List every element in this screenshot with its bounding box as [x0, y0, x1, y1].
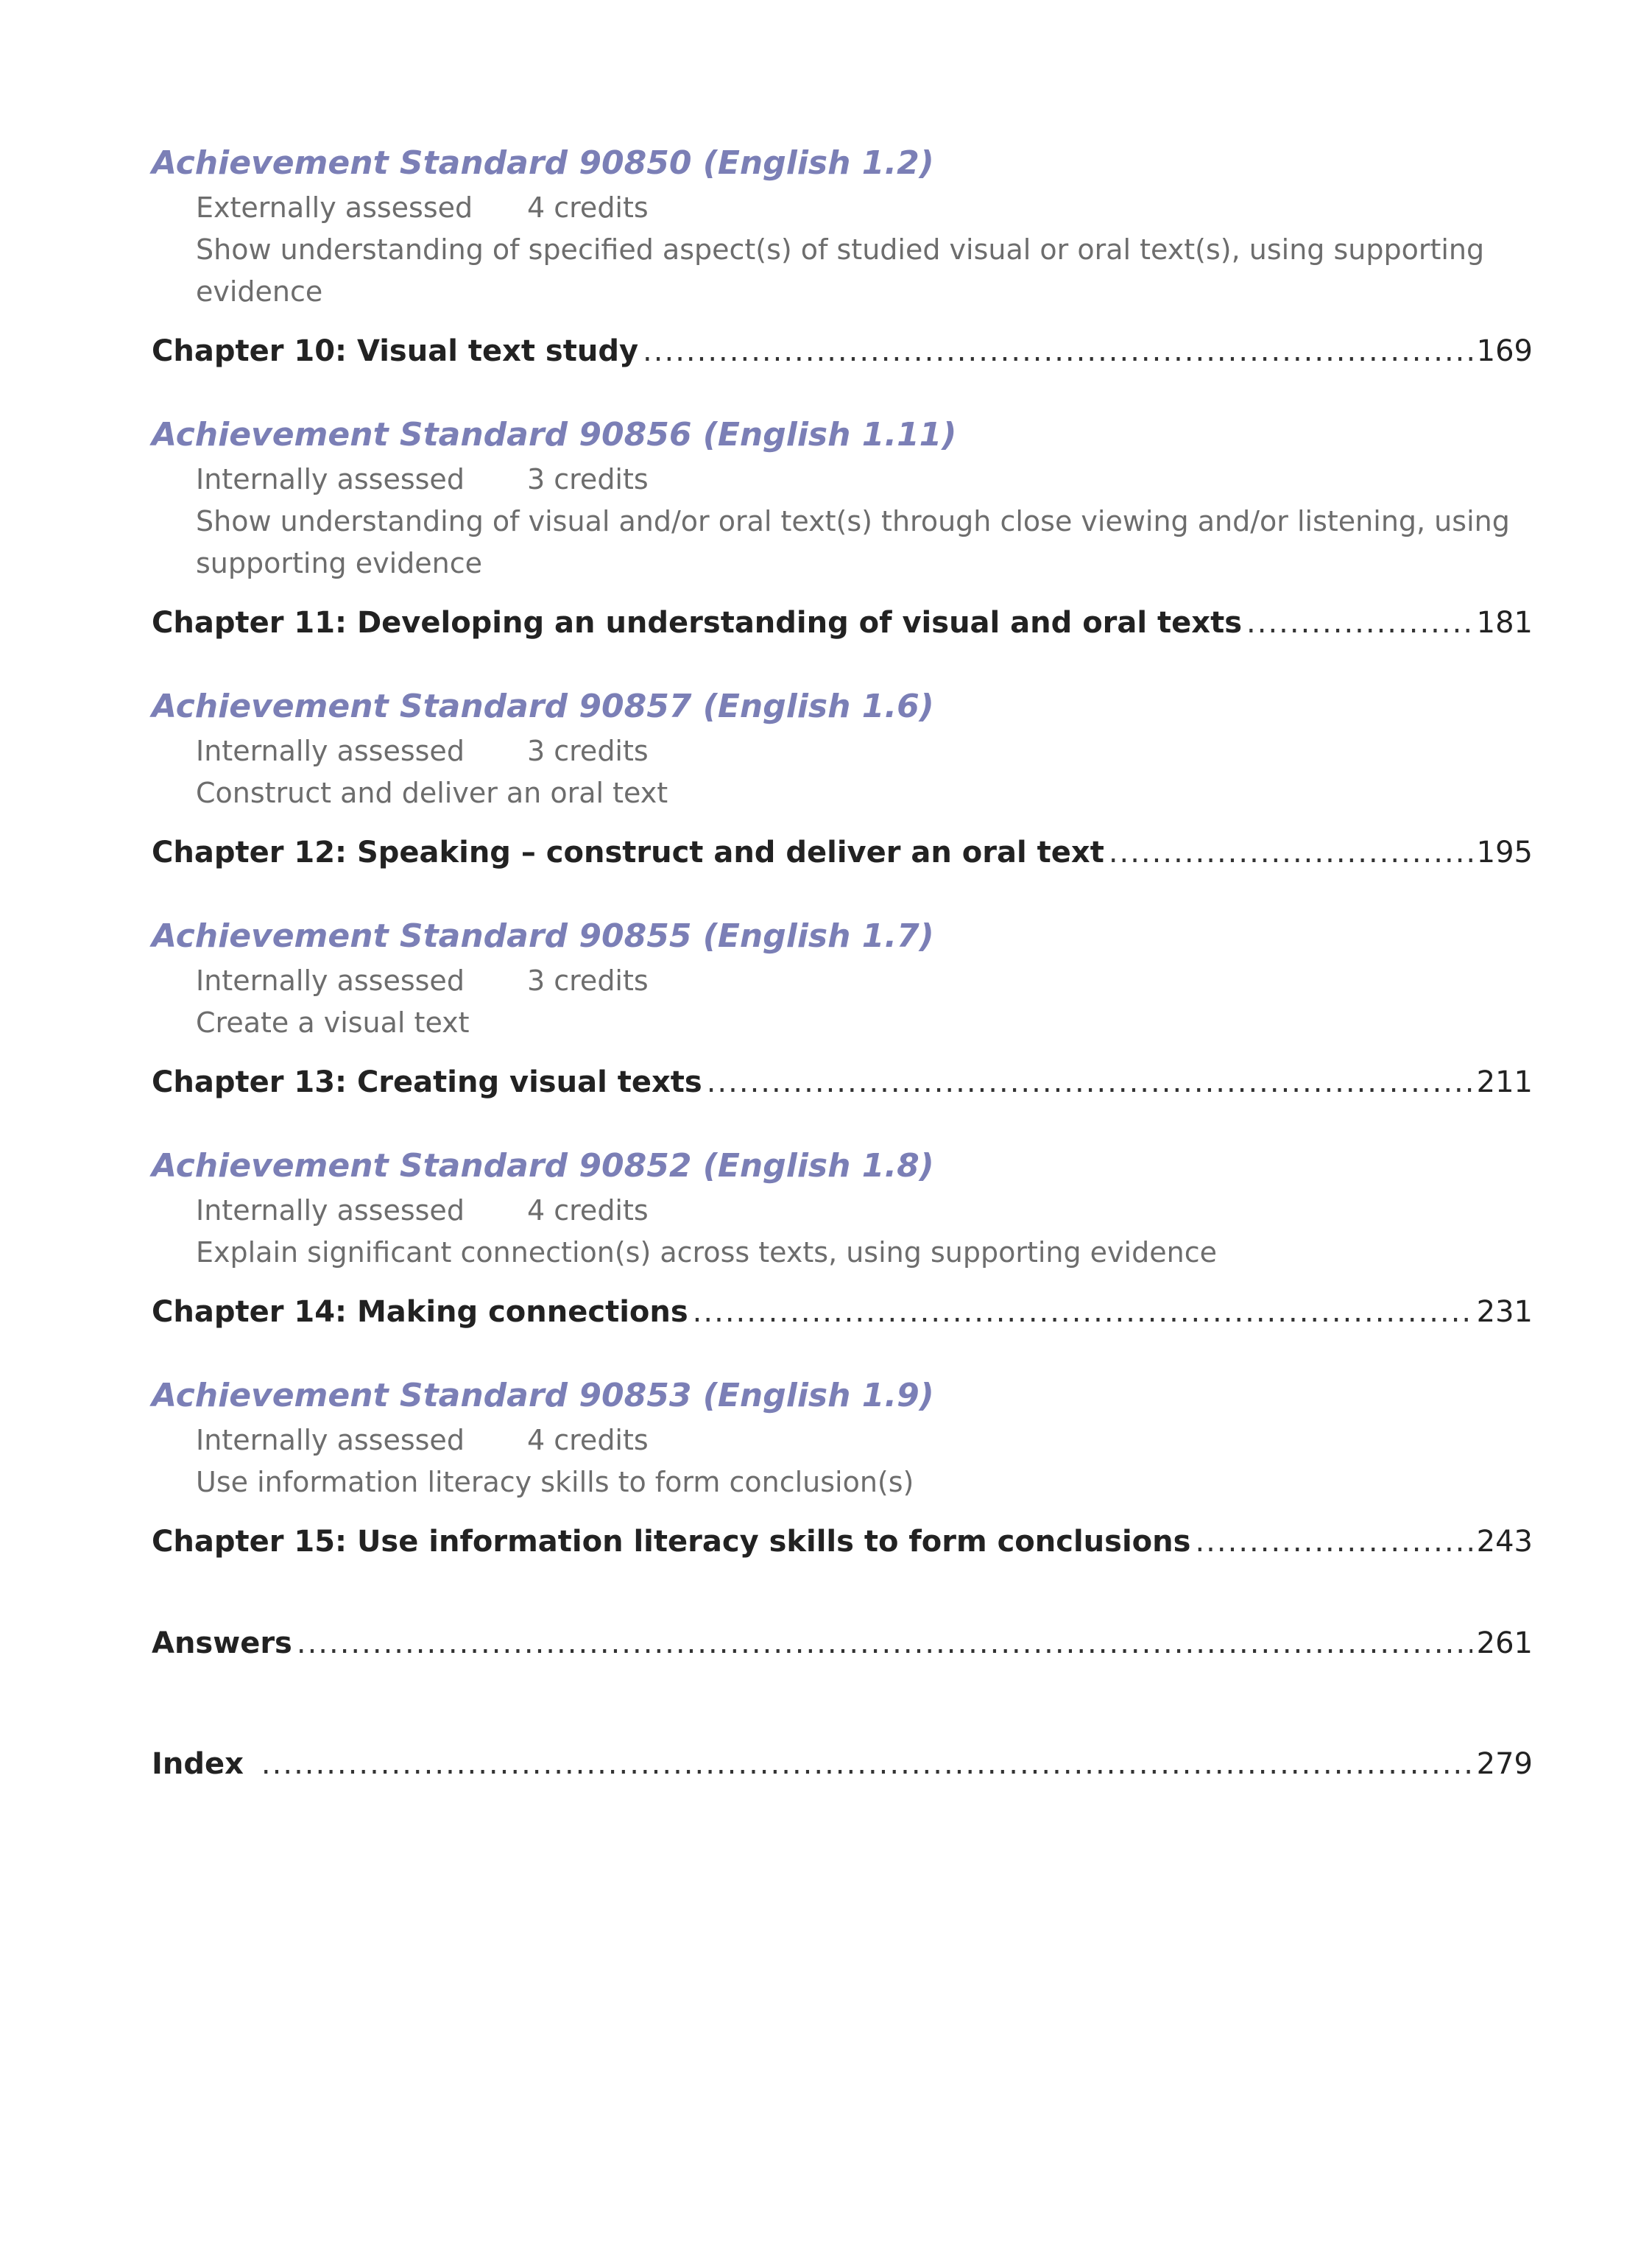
chapter-entry-10[interactable] [152, 329, 1533, 373]
page-number: 181 [1476, 606, 1533, 640]
spacer [152, 1334, 1533, 1372]
chapter-entry-14[interactable] [152, 1290, 1533, 1334]
toc-section-90855 [152, 913, 1533, 1104]
chapter-title: Chapter 14: Making connections [152, 1295, 688, 1329]
chapter-entry-13[interactable] [152, 1060, 1533, 1104]
index-title: Index [152, 1747, 244, 1781]
chapter-title: Chapter 13: Creating visual texts [152, 1065, 702, 1099]
spacer [152, 645, 1533, 683]
chapter-title: Chapter 10: Visual text study [152, 334, 639, 368]
assessment-type: Internally assessed [196, 964, 465, 997]
chapter-title: Chapter 15: Use information literacy skills to form conclusions [152, 1525, 1191, 1559]
spacer [152, 1665, 1533, 1742]
standard-title: Achievement Standard 90850 (English 1.2) [152, 144, 934, 182]
spacer [152, 1564, 1533, 1621]
toc-section-90852 [152, 1143, 1533, 1334]
assessment-line [152, 187, 1533, 229]
page-number: 279 [1476, 1747, 1533, 1781]
dot-leader [707, 1060, 1472, 1104]
assessment-type: Internally assessed [196, 1424, 465, 1456]
credits: 4 credits [527, 1424, 649, 1456]
chapter-title: Chapter 11: Developing an understanding of visual and oral texts [152, 606, 1243, 640]
chapter-entry-11[interactable] [152, 601, 1533, 645]
chapter-entry-15[interactable] [152, 1520, 1533, 1564]
assessment-line [152, 1419, 1533, 1461]
toc-section-90850 [152, 140, 1533, 373]
dot-leader [1109, 830, 1472, 875]
assessment-type: Internally assessed [196, 1194, 465, 1227]
spacer [152, 373, 1533, 412]
standard-title: Achievement Standard 90855 (English 1.7) [152, 917, 934, 955]
standard-description: Show understanding of visual and/or oral text(s) through close viewing and/or listening, using supporting evidence [196, 505, 1510, 579]
spacer [152, 875, 1533, 913]
page-number: 169 [1476, 334, 1533, 368]
assessment-line [152, 459, 1533, 501]
assessment-line [152, 730, 1533, 772]
dot-leader [261, 1742, 1472, 1786]
credits: 3 credits [527, 964, 649, 997]
table-of-contents [152, 140, 1533, 1786]
standard-description: Construct and deliver an oral text [196, 777, 668, 809]
page-number: 195 [1476, 836, 1533, 870]
page-number: 231 [1476, 1295, 1533, 1329]
toc-section-90856 [152, 412, 1533, 645]
standard-description: Explain significant connection(s) across texts, using supporting evidence [196, 1236, 1217, 1269]
dot-leader [1195, 1520, 1472, 1564]
standard-title: Achievement Standard 90852 (English 1.8) [152, 1147, 934, 1185]
toc-section-90853 [152, 1372, 1533, 1564]
assessment-type: Internally assessed [196, 463, 465, 495]
assessment-type: Internally assessed [196, 735, 465, 767]
standard-description: Show understanding of specified aspect(s) of studied visual or oral text(s), using supporting evidence [196, 233, 1485, 308]
assessment-line [152, 960, 1533, 1002]
page-number: 261 [1476, 1626, 1533, 1660]
toc-section-90857 [152, 683, 1533, 875]
standard-description: Create a visual text [196, 1006, 470, 1039]
standard-title: Achievement Standard 90853 (English 1.9) [152, 1377, 934, 1414]
credits: 3 credits [527, 735, 649, 767]
page-number: 243 [1476, 1525, 1533, 1559]
answers-title: Answers [152, 1626, 292, 1660]
credits: 4 credits [527, 1194, 649, 1227]
answers-entry[interactable] [152, 1621, 1533, 1665]
chapter-entry-12[interactable] [152, 830, 1533, 875]
standard-description: Use information literacy skills to form conclusion(s) [196, 1466, 914, 1498]
standard-title: Achievement Standard 90856 (English 1.11) [152, 416, 957, 454]
standard-title: Achievement Standard 90857 (English 1.6) [152, 688, 934, 725]
index-entry[interactable] [152, 1742, 1533, 1786]
dot-leader [297, 1621, 1472, 1665]
assessment-line [152, 1190, 1533, 1232]
dot-leader [1246, 601, 1472, 645]
dot-leader [693, 1290, 1472, 1334]
page-number: 211 [1476, 1065, 1533, 1099]
spacer [152, 1104, 1533, 1143]
chapter-title: Chapter 12: Speaking – construct and deliver an oral text [152, 836, 1104, 870]
credits: 3 credits [527, 463, 649, 495]
credits: 4 credits [527, 191, 649, 224]
assessment-type: Externally assessed [196, 191, 473, 224]
dot-leader [643, 329, 1472, 373]
